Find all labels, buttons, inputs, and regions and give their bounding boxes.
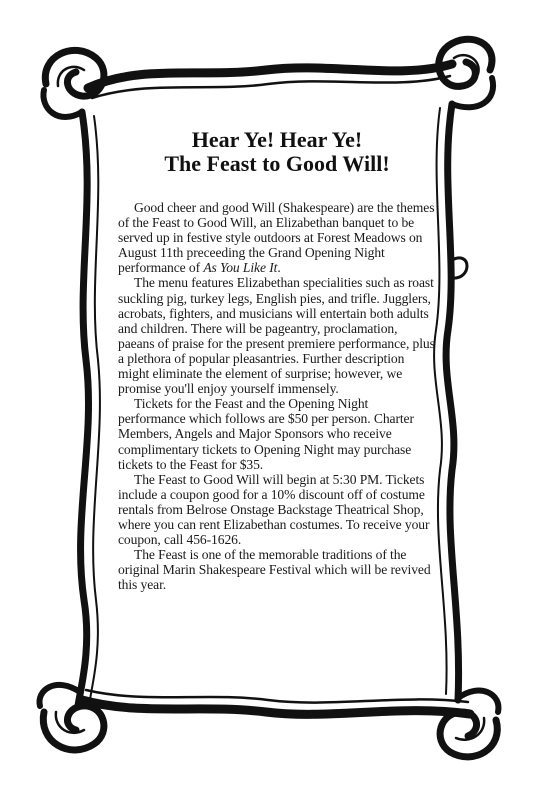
paragraph-tickets: Tickets for the Feast and the Opening Night performance which follows are $50 per person. Charter Members, Angels and Major Sponsors who receive complimentary tickets to Opening Night may purchase tickets to the Feast for $35. bbox=[118, 396, 414, 472]
title-line-2: The Feast to Good Will! bbox=[164, 151, 390, 176]
play-title: As You Like It bbox=[203, 260, 278, 276]
title-line-1: Hear Ye! Hear Ye! bbox=[191, 127, 363, 152]
flyer-body bbox=[118, 200, 436, 592]
page-title bbox=[118, 128, 436, 176]
paragraph-intro-text: Good cheer and good Will (Shakespeare) are the themes of the Feast to Good Will, an Elizabethan banquet to be served up in festive style outdoors at Forest Meadows on August 11th preceeding the Grand Opening Night performance of bbox=[118, 200, 435, 276]
flyer-content bbox=[118, 128, 436, 592]
paragraph-coupon: The Feast to Good Will will begin at 5:30 PM. Tickets include a coupon good for a 10% discount off of costume rentals from Belrose Onstage Backstage Theatrical Shop, where you can rent Elizabethan costumes. To receive your coupon, call 456-1626. bbox=[118, 471, 430, 548]
paragraph-menu: The menu features Elizabethan specialities such as roast suckling pig, turkey legs, English pies, and trifle. Jugglers, acrobats, fighters, and musicians will entertain both adults and children. There will be pageantry, proclamation, paeans of praise for the present premiere performance, plus a plethora of popular pleasantries. Further description might eliminate the element of surprise; however, we promise you'll enjoy yourself immensely. bbox=[118, 275, 435, 397]
paragraph-intro-tail: . bbox=[277, 260, 281, 276]
paragraph-tradition: The Feast is one of the memorable traditions of the original Marin Shakespeare Festival which will be revived this year. bbox=[118, 547, 431, 593]
paragraph-intro bbox=[118, 200, 436, 275]
